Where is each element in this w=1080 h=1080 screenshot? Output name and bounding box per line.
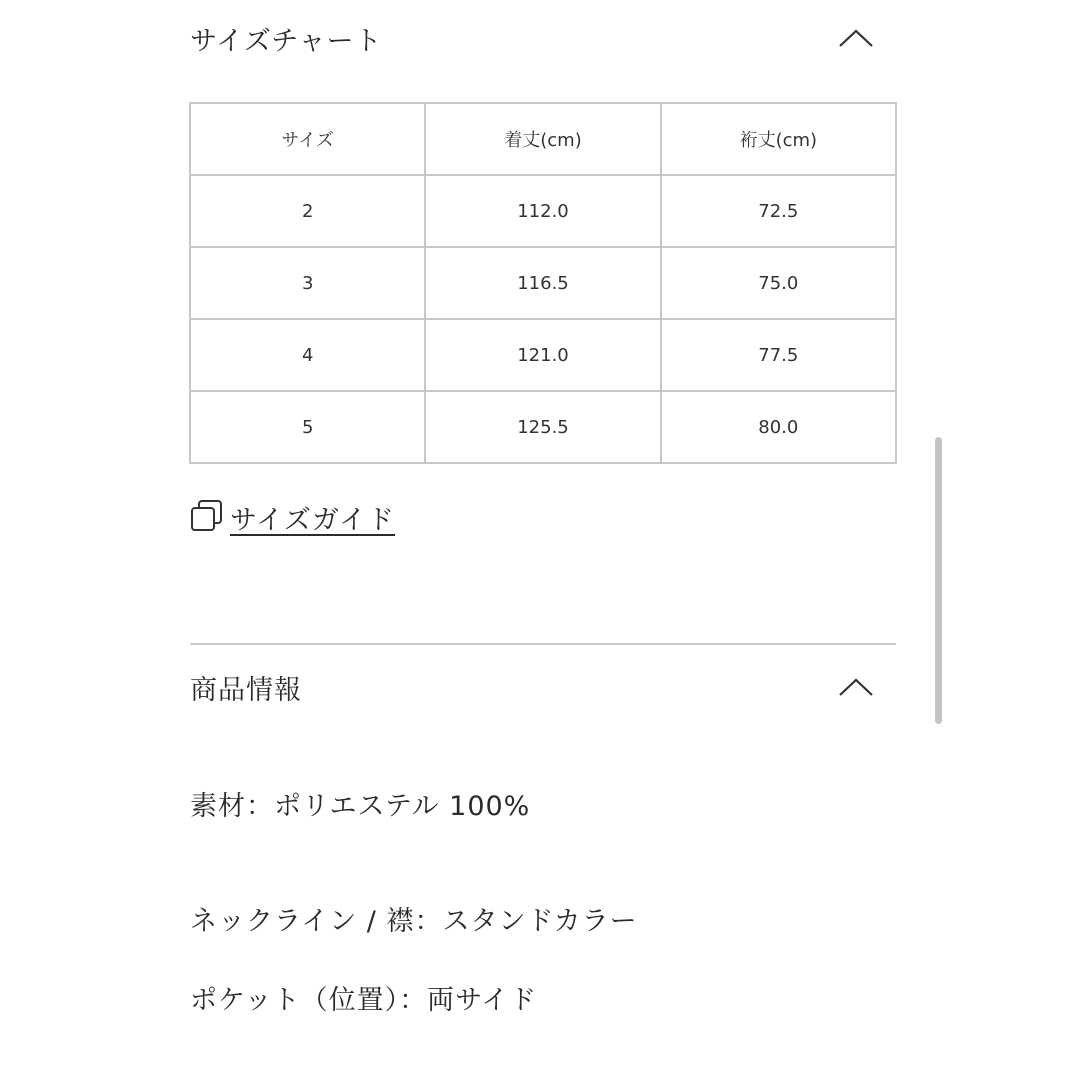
scrollbar-thumb[interactable]	[935, 437, 942, 724]
table-row	[190, 391, 896, 463]
table-cell: 5	[190, 391, 425, 463]
table-cell: 2	[190, 175, 425, 247]
table-cell: 3	[190, 247, 425, 319]
chevron-up-icon[interactable]	[832, 672, 880, 702]
table-cell: 125.5	[425, 391, 660, 463]
material-text: 素材：ポリエステル 100%	[190, 791, 531, 822]
copy-window-icon	[190, 499, 224, 537]
chevron-up-icon[interactable]	[832, 23, 880, 53]
table-row	[190, 175, 896, 247]
size-chart-title: サイズチャート	[190, 25, 383, 57]
table-cell: 116.5	[425, 247, 660, 319]
table-row	[190, 247, 896, 319]
table-cell: 72.5	[661, 175, 896, 247]
table-header-cell: 着丈(cm)	[425, 103, 660, 175]
table-header-row	[190, 103, 896, 175]
table-cell: 121.0	[425, 319, 660, 391]
table-header-cell: サイズ	[190, 103, 425, 175]
table-cell: 4	[190, 319, 425, 391]
size-guide-label[interactable]: サイズガイド	[230, 505, 396, 536]
product-info-title: 商品情報	[190, 674, 302, 706]
size-table	[189, 102, 897, 464]
table-header-cell: 裄丈(cm)	[661, 103, 896, 175]
pocket-text: ポケット（位置）：両サイド	[190, 985, 538, 1016]
table-cell: 112.0	[425, 175, 660, 247]
table-cell: 77.5	[661, 319, 896, 391]
table-cell: 75.0	[661, 247, 896, 319]
table-cell: 80.0	[661, 391, 896, 463]
section-divider	[190, 643, 896, 645]
table-row	[190, 319, 896, 391]
size-chart-header[interactable]	[190, 8, 896, 68]
product-info-header[interactable]	[190, 657, 896, 717]
neckline-text: ネックライン / 襟：スタンドカラー	[190, 906, 638, 937]
size-guide-link[interactable]	[190, 498, 395, 537]
